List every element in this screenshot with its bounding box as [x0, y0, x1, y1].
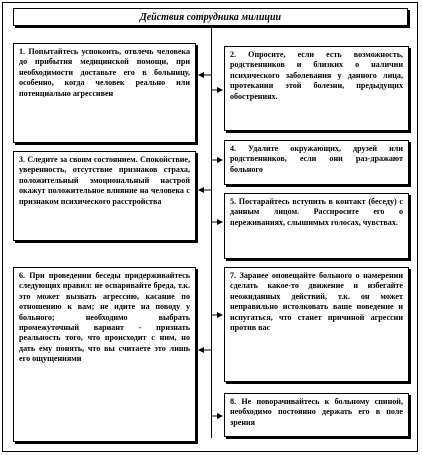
box-step-6: 6. При проведении беседы придерживайтесь следующих правил: не оспаривайте бреда, т.к. это может вызвать агрессию, касание по отношению к вам; не идите на поводу у больного; необходимо выбрать промежуточный вариант - признать реальность того, что происходит с ним, но дать ему понять, что вы считаете это лишь его ощущениями: [13, 267, 196, 442]
box-step-3: 3. Следите за своим состоянием. Спокойствие, уверенность, отсутствие признаков страха, положительный эмоциональный настрой окажут положительное влияние на человека с признаком психического расстройства: [13, 151, 196, 241]
diagram-title: Действия сотрудника милиции: [13, 8, 408, 26]
box-step-1: 1. Попытайтесь успокоить, отвлечь человека до прибытия медицинской помощи, при необходимости доставьте его в больницу, особенно, когда человек реально или потенциально агрессивен: [13, 43, 196, 143]
box-step-5: 5. Постарайтесь вступить в контакт (беседу) с данным лицом. Расспросите его о переживаниях, слышимых голосах, чувствах.: [224, 193, 409, 259]
box-step-7: 7. Заранее оповещайте больного о намерении сделать какое-то движение и избегайте неожиданных действий, т.к. он может неправильно истолковать ваше поведение и испугаться, что станет причиной агрессии против вас: [224, 267, 409, 382]
box-step-2: 2. Опросите, если есть возможность, родственников и близких о наличии психического заболевания у данного лица, протекании этой болезни, предыдущих обострениях.: [224, 46, 409, 131]
box-step-8: 8. Не поворачивайтесь к больному спиной, необходимо постоянно держать его в поле зрения: [224, 393, 409, 437]
box-step-4: 4. Удалите окружающих, друзей или родственников, если они раз-дражают больного: [224, 140, 409, 185]
